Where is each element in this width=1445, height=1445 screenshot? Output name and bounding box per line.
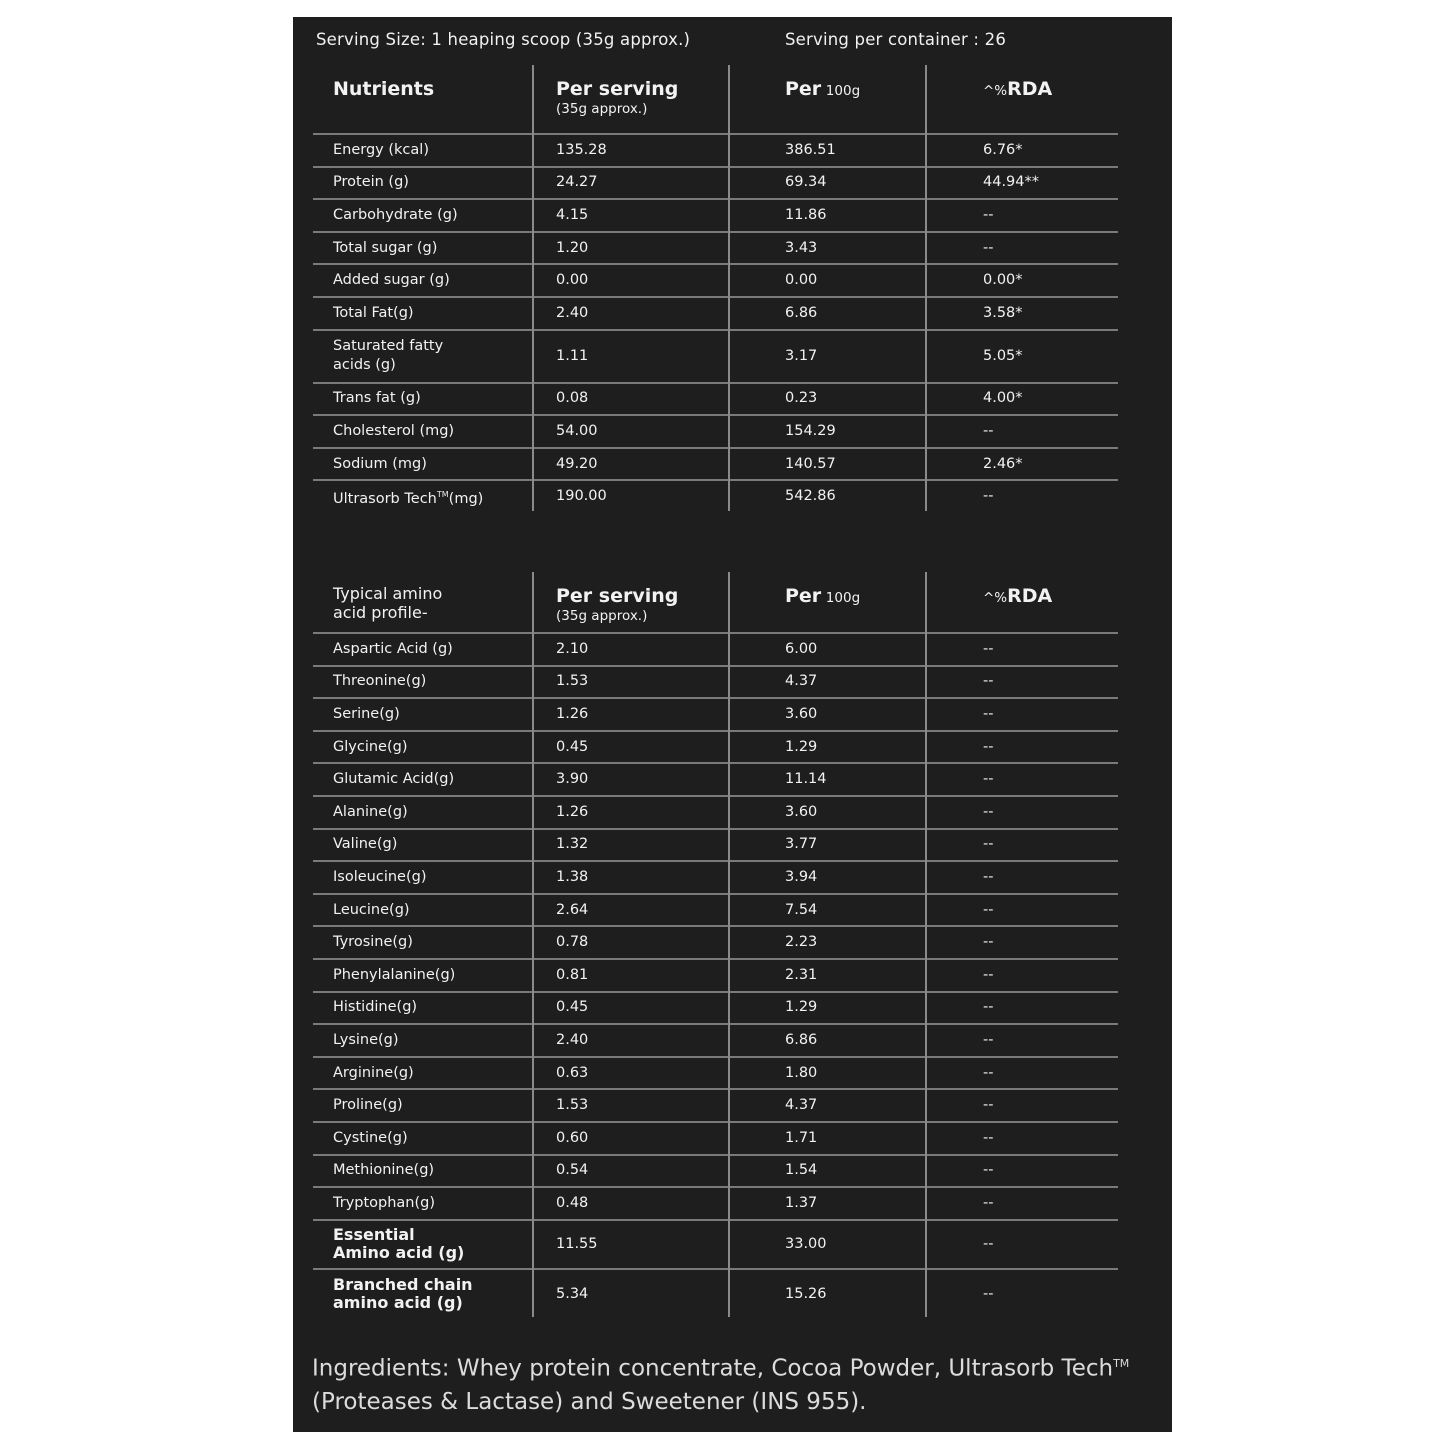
nutrients-rda: 4.00* [983, 390, 1023, 407]
amino-name: Lysine(g) [333, 1031, 399, 1048]
nutrients-per-serving: 0.00 [556, 272, 589, 289]
amino-per-serving: 0.48 [556, 1194, 589, 1211]
amino-rda: -- [983, 771, 994, 788]
nutrients-name: Added sugar (g) [333, 272, 450, 289]
amino-rda: -- [983, 934, 994, 951]
serving-size: Serving Size: 1 heaping scoop (35g approx.) [316, 30, 691, 49]
amino-per-serving: 1.38 [556, 868, 589, 885]
amino-row [313, 1221, 1118, 1270]
amino-rda: -- [983, 1064, 994, 1081]
amino-name: Alanine(g) [333, 803, 408, 820]
amino-per-100g: 2.23 [785, 934, 818, 951]
amino-per-serving: 2.10 [556, 640, 589, 657]
nutrients-per-serving: 24.27 [556, 174, 598, 191]
amino-rda: -- [983, 1235, 994, 1252]
amino-per-serving: 0.63 [556, 1064, 589, 1081]
nutrients-row [313, 416, 1118, 449]
amino-name: Aspartic Acid (g) [333, 640, 453, 657]
amino-per-100g: 4.37 [785, 673, 818, 690]
amino-rda-header: RDA [1007, 585, 1053, 607]
rda-header: RDA [1007, 78, 1053, 100]
ultrasorb-name: Ultrasorb Tech™(mg) [333, 489, 484, 507]
nutrients-name: Energy (kcal) [333, 141, 429, 158]
amino-per-100g: 1.29 [785, 738, 818, 755]
amino-rda: -- [983, 1129, 994, 1146]
nutrients-per-serving: 54.00 [556, 422, 598, 439]
nutrients-per-100g: 3.17 [785, 347, 818, 364]
amino-name: Leucine(g) [333, 901, 410, 918]
amino-per-serving: 2.40 [556, 1031, 589, 1048]
nutrients-rda: 0.00* [983, 272, 1023, 289]
amino-per-100g: 1.71 [785, 1129, 818, 1146]
amino-rda: -- [983, 999, 994, 1016]
nutrients-per-100g: 386.51 [785, 141, 836, 158]
amino-name: Serine(g) [333, 705, 400, 722]
nutrients-per-100g: 154.29 [785, 422, 836, 439]
ultrasorb-row [313, 481, 1118, 512]
amino-row [313, 667, 1118, 700]
amino-per-100g-subheader: 100g [825, 590, 861, 606]
nutrients-per-100g: 11.86 [785, 206, 827, 223]
amino-rda: -- [983, 673, 994, 690]
nutrients-per-100g: 69.34 [785, 174, 827, 191]
amino-rda: -- [983, 966, 994, 983]
amino-per-serving: 1.53 [556, 673, 589, 690]
amino-row [313, 830, 1118, 863]
amino-rda: -- [983, 1285, 994, 1302]
amino-per-serving: 1.26 [556, 803, 589, 820]
per-100g-subheader: 100g [825, 83, 861, 99]
nutrients-row [313, 384, 1118, 417]
amino-row [313, 1270, 1118, 1319]
nutrients-per-serving: 2.40 [556, 304, 589, 321]
amino-name: Glutamic Acid(g) [333, 771, 455, 788]
per-serving-header: Per serving [556, 78, 679, 100]
amino-per-100g: 15.26 [785, 1285, 827, 1302]
amino-per-100g: 1.54 [785, 1162, 818, 1179]
amino-rda: -- [983, 705, 994, 722]
nutrients-per-serving: 4.15 [556, 206, 589, 223]
nutrients-name: Trans fat (g) [333, 390, 421, 407]
amino-rda: -- [983, 836, 994, 853]
amino-row [313, 797, 1118, 830]
nutrients-per-100g: 0.23 [785, 390, 818, 407]
amino-per-100g: 33.00 [785, 1235, 827, 1252]
nutrients-per-100g: 0.00 [785, 272, 818, 289]
amino-header-label: Typical amino acid profile- [333, 584, 443, 622]
nutrients-row [313, 168, 1118, 201]
nutrients-per-100g: 140.57 [785, 455, 836, 472]
amino-row [313, 699, 1118, 732]
amino-row [313, 895, 1118, 928]
amino-col-divider-2 [728, 572, 730, 1317]
nutrients-rda: 2.46* [983, 455, 1023, 472]
nutrients-per-serving: 49.20 [556, 455, 598, 472]
ultrasorb-per-serving: 190.00 [556, 488, 607, 505]
amino-name: Methionine(g) [333, 1162, 435, 1179]
nutrients-header-row [313, 65, 1118, 135]
nutrients-per-100g: 3.43 [785, 239, 818, 256]
rda-prefix: ^% [983, 83, 1008, 99]
amino-name: Proline(g) [333, 1097, 403, 1114]
nutrients-name: Cholesterol (mg) [333, 422, 455, 439]
amino-row [313, 634, 1118, 667]
amino-rda: -- [983, 1097, 994, 1114]
amino-per-serving: 0.60 [556, 1129, 589, 1146]
amino-col-divider-1 [532, 572, 534, 1317]
amino-rda: -- [983, 901, 994, 918]
nutrition-label-panel [293, 17, 1172, 1432]
per-serving-subheader: (35g approx.) [556, 101, 648, 117]
amino-row [313, 862, 1118, 895]
nutrients-rda: 3.58* [983, 304, 1023, 321]
amino-name: Cystine(g) [333, 1129, 408, 1146]
nutrients-row [313, 449, 1118, 482]
amino-per-serving: 1.32 [556, 836, 589, 853]
amino-per-100g: 6.86 [785, 1031, 818, 1048]
amino-rda: -- [983, 868, 994, 885]
amino-per-100g: 1.29 [785, 999, 818, 1016]
amino-row [313, 1058, 1118, 1091]
amino-row [313, 993, 1118, 1026]
nutrients-name: Saturated fatty acids (g) [333, 338, 444, 374]
amino-rda: -- [983, 738, 994, 755]
amino-row [313, 927, 1118, 960]
amino-name: Phenylalanine(g) [333, 966, 456, 983]
amino-per-serving-subheader: (35g approx.) [556, 608, 648, 624]
nutrients-row [313, 200, 1118, 233]
amino-col-divider-3 [925, 572, 927, 1317]
amino-acid-table [313, 572, 1118, 1319]
amino-per-100g: 3.60 [785, 803, 818, 820]
amino-row [313, 1090, 1118, 1123]
amino-per-100g: 1.37 [785, 1194, 818, 1211]
nutrients-rda: -- [983, 239, 994, 256]
amino-row [313, 1188, 1118, 1221]
amino-per-serving: 1.53 [556, 1097, 589, 1114]
ingredients-text: Ingredients: Whey protein concentrate, Cocoa Powder, Ultrasorb Tech™ (Proteases & Lactase) and Sweetener (INS 955). [312, 1355, 1130, 1415]
per-100g-header: Per [785, 78, 822, 100]
amino-name: Valine(g) [333, 836, 398, 853]
amino-name: Tyrosine(g) [333, 934, 413, 951]
amino-name: Branched chain amino acid (g) [333, 1275, 473, 1313]
amino-row [313, 960, 1118, 993]
amino-per-100g: 2.31 [785, 966, 818, 983]
nutrients-name: Total sugar (g) [333, 239, 438, 256]
nutrients-header-label: Nutrients [333, 78, 435, 100]
amino-per-serving: 0.45 [556, 999, 589, 1016]
nutrients-row [313, 265, 1118, 298]
amino-name: Glycine(g) [333, 738, 408, 755]
nutrients-per-serving: 1.20 [556, 239, 589, 256]
amino-name: Isoleucine(g) [333, 868, 427, 885]
nutrients-col-divider-3 [925, 65, 927, 511]
amino-per-serving: 5.34 [556, 1285, 589, 1302]
nutrients-row [313, 298, 1118, 331]
amino-rda: -- [983, 1194, 994, 1211]
nutrients-name: Protein (g) [333, 174, 409, 191]
amino-row [313, 1123, 1118, 1156]
amino-per-100g: 7.54 [785, 901, 818, 918]
amino-per-serving: 0.54 [556, 1162, 589, 1179]
amino-per-serving: 2.64 [556, 901, 589, 918]
nutrients-col-divider-1 [532, 65, 534, 511]
amino-name: Tryptophan(g) [333, 1194, 436, 1211]
amino-rda-prefix: ^% [983, 590, 1008, 606]
amino-per-100g: 3.60 [785, 705, 818, 722]
amino-per-100g: 1.80 [785, 1064, 818, 1081]
amino-per-serving: 0.81 [556, 966, 589, 983]
amino-per-100g-header: Per [785, 585, 822, 607]
amino-row [313, 1156, 1118, 1189]
nutrients-row [313, 331, 1118, 384]
amino-row [313, 1025, 1118, 1058]
amino-rda: -- [983, 1031, 994, 1048]
amino-rda: -- [983, 1162, 994, 1179]
amino-rda: -- [983, 803, 994, 820]
nutrients-rda: -- [983, 422, 994, 439]
nutrients-rda: -- [983, 206, 994, 223]
servings-per-container: Serving per container : 26 [785, 30, 1007, 49]
nutrients-row [313, 135, 1118, 168]
amino-per-serving: 3.90 [556, 771, 589, 788]
nutrients-rda: 5.05* [983, 347, 1023, 364]
amino-per-serving: 11.55 [556, 1235, 598, 1252]
amino-per-100g: 3.77 [785, 836, 818, 853]
amino-name: Essential Amino acid (g) [333, 1225, 465, 1263]
amino-per-100g: 6.00 [785, 640, 818, 657]
amino-row [313, 764, 1118, 797]
nutrients-row [313, 233, 1118, 266]
nutrients-name: Carbohydrate (g) [333, 206, 458, 223]
ultrasorb-rda: -- [983, 488, 994, 505]
amino-name: Threonine(g) [333, 673, 427, 690]
amino-row [313, 732, 1118, 765]
amino-name: Histidine(g) [333, 999, 418, 1016]
amino-header-row [313, 572, 1118, 634]
amino-per-serving: 1.26 [556, 705, 589, 722]
nutrients-name: Sodium (mg) [333, 455, 427, 472]
amino-name: Arginine(g) [333, 1064, 414, 1081]
nutrients-name: Total Fat(g) [333, 304, 414, 321]
amino-per-100g: 4.37 [785, 1097, 818, 1114]
nutrients-rda: 44.94** [983, 174, 1040, 191]
amino-rda: -- [983, 640, 994, 657]
nutrients-per-serving: 135.28 [556, 141, 607, 158]
amino-per-100g: 3.94 [785, 868, 818, 885]
nutrients-col-divider-2 [728, 65, 730, 511]
amino-per-serving: 0.78 [556, 934, 589, 951]
nutrients-per-serving: 1.11 [556, 347, 589, 364]
nutrients-table [313, 65, 1118, 512]
amino-per-100g: 11.14 [785, 771, 827, 788]
nutrients-per-100g: 6.86 [785, 304, 818, 321]
amino-per-serving-header: Per serving [556, 585, 679, 607]
amino-per-serving: 0.45 [556, 738, 589, 755]
nutrients-per-serving: 0.08 [556, 390, 589, 407]
nutrients-rda: 6.76* [983, 141, 1023, 158]
ultrasorb-per-100g: 542.86 [785, 488, 836, 505]
